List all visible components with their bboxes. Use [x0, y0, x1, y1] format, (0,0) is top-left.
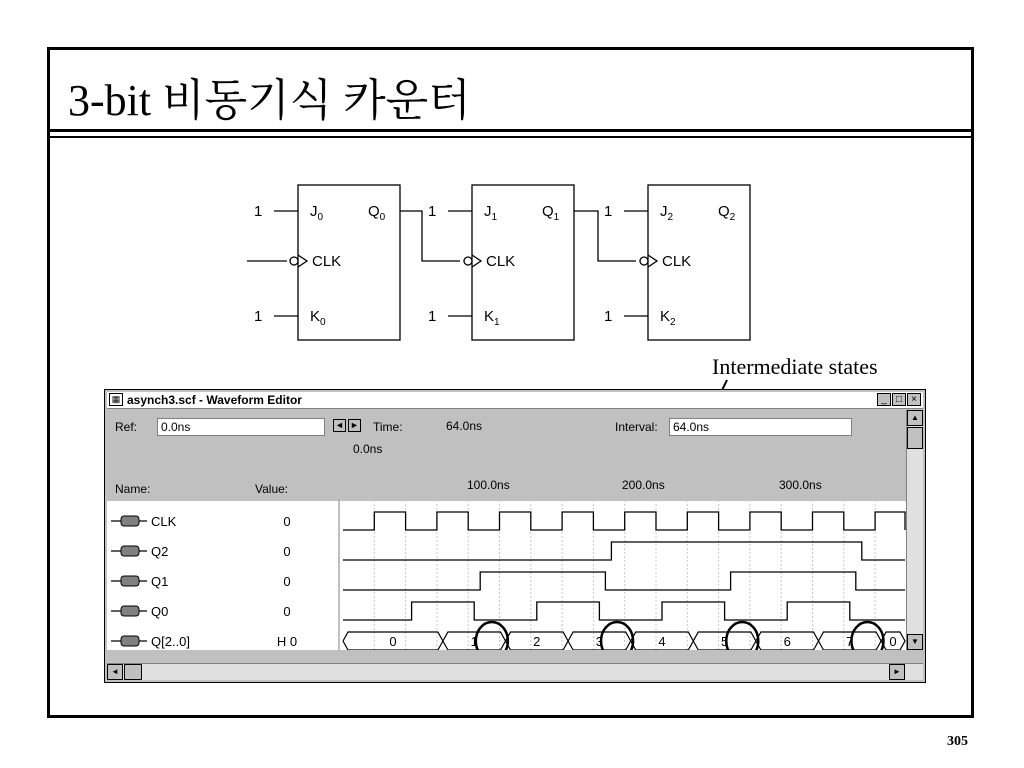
- output-pin-icon: [111, 606, 147, 616]
- clk-inversion-bubble: [464, 257, 472, 265]
- clk-label: CLK: [662, 253, 692, 270]
- window-titlebar[interactable]: [107, 392, 923, 409]
- signal-value: H 0: [276, 634, 298, 649]
- bus-value: 3: [595, 634, 604, 649]
- scroll-thumb[interactable]: [907, 427, 923, 449]
- scroll-right-button[interactable]: ►: [889, 664, 905, 680]
- signal-name: CLK: [151, 514, 177, 529]
- pin-body: [121, 546, 139, 556]
- interval-label: Interval:: [615, 420, 658, 434]
- input-pin-icon: [111, 516, 147, 526]
- minimize-button[interactable]: _: [877, 393, 891, 406]
- maximize-button[interactable]: □: [892, 393, 906, 406]
- ref-field[interactable]: 0.0ns: [157, 418, 325, 436]
- k-label: $K_1$: [484, 308, 500, 328]
- clk-triangle: [648, 255, 657, 267]
- scroll-up-button[interactable]: ▲: [907, 410, 923, 426]
- clk-triangle: [298, 255, 307, 267]
- j-label-sub: 2: [667, 212, 674, 223]
- bus-value: 6: [783, 634, 791, 649]
- k-input-value: 1: [254, 308, 263, 325]
- q-label: $Q_2$: [718, 203, 736, 223]
- interval-field[interactable]: 64.0ns: [669, 418, 852, 436]
- k-label-sub: 0: [320, 317, 326, 328]
- output-pin-icon: [111, 546, 147, 556]
- signal-value: 0: [283, 544, 291, 559]
- time-tick: 200.0ns: [622, 478, 665, 492]
- j-input-value: 1: [254, 203, 263, 220]
- pin-body: [121, 636, 139, 646]
- pin-body: [121, 516, 139, 526]
- time-tick: 300.0ns: [779, 478, 822, 492]
- cursor-time-label: 0.0ns: [353, 442, 383, 456]
- time-field: 64.0ns: [446, 419, 483, 433]
- vertical-scrollbar[interactable]: [906, 410, 923, 650]
- k-label-sub: 2: [670, 317, 676, 328]
- prev-transition-button[interactable]: ◄: [333, 419, 346, 432]
- next-transition-button[interactable]: ►: [348, 419, 361, 432]
- k-input-value: 1: [604, 308, 613, 325]
- close-button[interactable]: ×: [907, 393, 921, 406]
- k-input-value: 1: [428, 308, 437, 325]
- ref-label: Ref:: [115, 420, 138, 434]
- clk-inversion-bubble: [640, 257, 648, 265]
- q-label-sub: 2: [729, 212, 736, 223]
- j-label: $J_0$: [310, 203, 324, 223]
- scroll-left-button[interactable]: ◄: [107, 664, 123, 680]
- signal-value: 0: [283, 604, 291, 619]
- signal-name: Q0: [151, 604, 169, 619]
- k-label: $K_0$: [310, 308, 326, 328]
- q-label: $Q_0$: [368, 203, 386, 223]
- bus-value: 0: [389, 634, 397, 649]
- j-label-sub: 0: [317, 212, 324, 223]
- value-header: Value:: [255, 482, 289, 496]
- signal-area[interactable]: [107, 500, 907, 650]
- output-pin-icon: [111, 576, 147, 586]
- scroll-down-button[interactable]: ▼: [907, 634, 923, 650]
- signal-name: Q[2..0]: [151, 634, 191, 649]
- waveform-canvas: [107, 500, 907, 650]
- q-label-sub: 0: [379, 212, 386, 223]
- output-pin-icon: [111, 636, 147, 646]
- clk-waveform: [343, 512, 905, 530]
- clk-label: CLK: [312, 253, 342, 270]
- signal-name: Q2: [151, 544, 169, 559]
- q0-waveform: [343, 602, 905, 620]
- j-label: $J_1$: [484, 203, 498, 223]
- hscroll-thumb[interactable]: [124, 664, 142, 680]
- bus-value: 4: [658, 634, 666, 649]
- clk-inversion-bubble: [290, 257, 298, 265]
- name-header: Name:: [115, 482, 151, 496]
- signal-name: Q1: [151, 574, 169, 589]
- bus-value: 7: [846, 634, 854, 649]
- bus-value: 1: [470, 634, 478, 649]
- horizontal-scrollbar[interactable]: [107, 663, 923, 680]
- q2-waveform: [343, 542, 905, 560]
- q-label: $Q_1$: [542, 203, 560, 223]
- j-input-value: 1: [604, 203, 613, 220]
- bus-value: 2: [533, 634, 541, 649]
- clk-label: CLK: [486, 253, 516, 270]
- waveform-editor-window: [104, 389, 926, 683]
- bus-value: 0: [889, 634, 897, 649]
- window-title: asynch3.scf - Waveform Editor: [127, 393, 302, 407]
- time-label: Time:: [373, 420, 403, 434]
- pin-body: [121, 606, 139, 616]
- j-label: $J_2$: [660, 203, 674, 223]
- app-icon: ▦: [109, 393, 123, 406]
- pin-body: [121, 576, 139, 586]
- page-number: 305: [947, 734, 968, 749]
- bus-value: 5: [720, 634, 729, 649]
- j-label-sub: 1: [491, 212, 498, 223]
- q-label-sub: 1: [553, 212, 560, 223]
- time-tick: 100.0ns: [467, 478, 510, 492]
- slide-title: 3-bit 비동기식 카운터: [68, 76, 471, 125]
- q1-waveform: [343, 572, 905, 590]
- k-label-sub: 1: [494, 317, 500, 328]
- j-input-value: 1: [428, 203, 437, 220]
- signal-value: 0: [283, 574, 291, 589]
- clk-triangle: [472, 255, 481, 267]
- k-label: $K_2$: [660, 308, 676, 328]
- signal-value: 0: [283, 514, 291, 529]
- intermediate-states-callout: Intermediate states: [712, 354, 878, 379]
